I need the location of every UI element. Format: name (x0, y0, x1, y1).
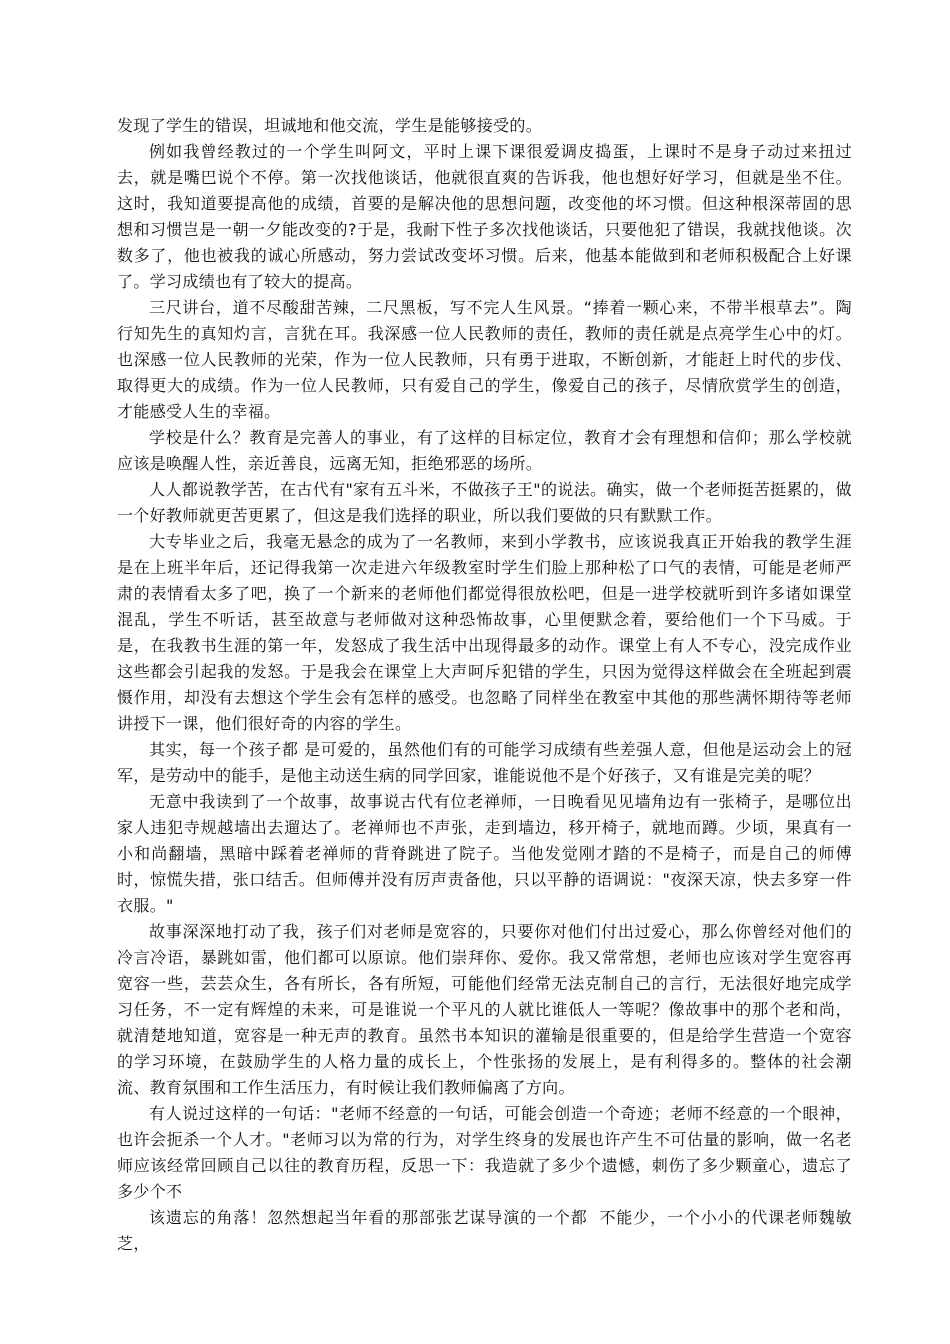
paragraph-4: 学校是什么？教育是完善人的事业，有了这样的目标定位，教育才会有理想和信仰；那么学校就应该是唤醒人性，亲近善良，远离无知，拒绝邪恶的场所。 (117, 428, 852, 473)
paragraph-3: 三尺讲台，道不尽酸甜苦辣，二尺黑板，写不完人生风景。“捧着一颗心来，不带半根草去”。陶行知先生的真知灼言，言犹在耳。我深感一位人民教师的责任，教师的责任就是点亮学生心中的灯。也深感一位人民教师的光荣，作为一位人民教师，只有勇于进取，不断创新，才能赶上时代的步伐、取得更大的成绩。作为一位人民教师，只有爱自己的学生，像爱自己的孩子，尽情欣赏学生的创造，才能感受人生的幸福。 (117, 298, 852, 421)
paragraph-5: 人人都说教学苦，在古代有"家有五斗米，不做孩子王"的说法。确实，做一个老师挺苦挺累的，做一个好教师就更苦更累了，但这是我们选择的职业，所以我们要做的只有默默工作。 (117, 480, 852, 525)
paragraph-6: 大专毕业之后，我毫无悬念的成为了一名教师，来到小学教书，应该说我真正开始我的教学生涯是在上班半年后，还记得我第一次走进六年级教室时学生们脸上那种松了口气的表情，可能是老师严肃的表情看太多了吧，换了一个新来的老师他们都觉得很放松吧，但是一进学校就听到许多诸如课堂混乱，学生不听话，甚至故意与老师做对这种恐怖故事，心里便默念着，要给他们一个下马威。于是，在我教书生涯的第一年，发怒成了我生活中出现得最多的动作。课堂上有人不专心，没完成作业这些都会引起我的发怒。于是我会在课堂上大声呵斥犯错的学生，只因为觉得这样做会在全班起到震慑作用，却没有去想这个学生会有怎样的感受。也忽略了同样坐在教室中其他的那些满怀期待等老师讲授下一课，他们很好奇的内容的学生。 (117, 532, 852, 733)
paragraph-9: 故事深深地打动了我，孩子们对老师是宽容的，只要你对他们付出过爱心，那么你曾经对他们的冷言冷语，暴跳如雷，他们都可以原谅。他们崇拜你、爱你。我又常常想，老师也应该对学生宽容再宽容一些，芸芸众生，各有所长，各有所短，可能他们经常无法克制自己的言行，无法很好地完成学习任务，不一定有辉煌的未来，可是谁说一个平凡的人就比谁低人一等呢？像故事中的那个老和尚，就清楚地知道，宽容是一种无声的教育。虽然书本知识的灌输是很重要的，但是给学生营造一个宽容的学习环境，在鼓励学生的人格力量的成长上，个性张扬的发展上，是有利得多的。整体的社会潮流、教育氛围和工作生活压力，有时候让我们教师偏离了方向。 (117, 922, 852, 1097)
paragraph-8: 无意中我读到了一个故事，故事说古代有位老禅师，一日晚看见见墙角边有一张椅子，是哪位出家人违犯寺规越墙出去遛达了。老禅师也不声张，走到墙边，移开椅子，就地而蹲。少顷，果真有一小和尚翻墙，黑暗中踩着老禅师的背脊跳进了院子。当他发觉刚才踏的不是椅子，而是自己的师傅时，惊慌失措，张口结舌。但师傅并没有厉声责备他，只以平静的语调说："夜深天凉，快去多穿一件衣服。" (117, 792, 852, 915)
paragraph-1: 发现了学生的错误，坦诚地和他交流，学生是能够接受的。 (117, 116, 543, 135)
paragraph-2: 例如我曾经教过的一个学生叫阿文，平时上课下课很爱调皮捣蛋，上课时不是身子动过来扭过去，就是嘴巴说个不停。第一次找他谈话，他就很直爽的告诉我，他也想好好学习，但就是坐不住。这时，我知道要提高他的成绩，首要的是解决他的思想问题，改变他的坏习惯。但这种根深蒂固的思想和习惯岂是一朝一夕能改变的?于是，我耐下性子多次找他谈话，只要他犯了错误，我就找他谈。次数多了，他也被我的诚心所感动，努力尝试改变坏习惯。后来，他基本能做到和老师积极配合上好课了。学习成绩也有了较大的提高。 (117, 142, 852, 291)
document-page (117, 113, 852, 1257)
paragraph-10: 有人说过这样的一句话："老师不经意的一句话，可能会创造一个奇迹；老师不经意的一个眼神，也许会扼杀一个人才。"老师习以为常的行为，对学生终身的发展也许产生不可估量的影响，做一名老师应该经常回顾自己以往的教育历程，反思一下：我造就了多少个遗憾，刺伤了多少颗童心，遗忘了多少个不 (117, 1104, 852, 1201)
paragraph-11: 该遗忘的角落！忽然想起当年看的那部张艺谋导演的一个都 不能少，一个小小的代课老师魏敏芝， (117, 1208, 852, 1253)
paragraph-7: 其实，每一个孩子都 是可爱的，虽然他们有的可能学习成绩有些差强人意，但他是运动会上的冠军，是劳动中的能手，是他主动送生病的同学回家，谁能说他不是个好孩子，又有谁是完美的呢？ (117, 740, 852, 785)
